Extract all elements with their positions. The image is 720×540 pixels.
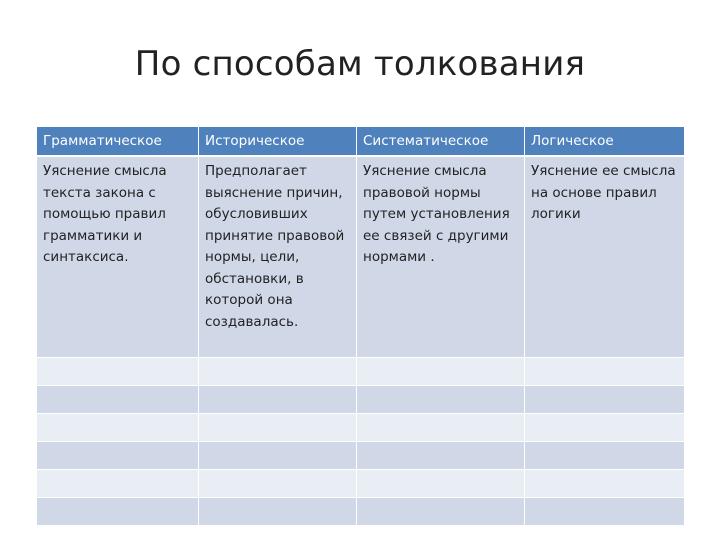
empty-cell (37, 414, 199, 442)
empty-cell (37, 358, 199, 386)
empty-cell (357, 498, 525, 526)
header-logical: Логическое (525, 127, 685, 157)
empty-cell (357, 358, 525, 386)
empty-cell (357, 386, 525, 414)
empty-table-row (37, 442, 685, 470)
cell-logical-description (525, 156, 685, 358)
empty-cell (199, 442, 357, 470)
cell-systematic-description (357, 156, 525, 358)
empty-cell (357, 442, 525, 470)
cell-text: Предполагает выяснение причин, обусловивших принятие правовой нормы, цели, обстановки, в которой она создавалась. (205, 163, 345, 330)
header-grammatical: Грамматическое (37, 127, 199, 157)
cell-text: Уяснение смысла текста закона с помощью правил грамматики и синтаксиса. (43, 163, 167, 265)
empty-table-row (37, 386, 685, 414)
empty-cell (37, 386, 199, 414)
empty-cell (37, 498, 199, 526)
empty-cell (525, 386, 685, 414)
cell-text: Уяснение ее смысла на основе правил логики (531, 163, 676, 222)
empty-cell (525, 498, 685, 526)
empty-table-row (37, 358, 685, 386)
empty-cell (199, 498, 357, 526)
cell-grammatical-description (37, 156, 199, 358)
empty-cell (525, 470, 685, 498)
cell-text: Уяснение смысла правовой нормы путем установления ее связей с другими нормами . (363, 163, 510, 265)
empty-cell (525, 414, 685, 442)
table-header-row (37, 127, 685, 157)
empty-cell (199, 358, 357, 386)
interpretation-table (36, 126, 685, 526)
empty-table-row (37, 498, 685, 526)
table-row (37, 156, 685, 358)
empty-cell (37, 470, 199, 498)
empty-cell (199, 414, 357, 442)
empty-table-row (37, 470, 685, 498)
empty-cell (525, 358, 685, 386)
empty-cell (357, 414, 525, 442)
empty-cell (199, 386, 357, 414)
header-historical: Историческое (199, 127, 357, 157)
empty-table-row (37, 414, 685, 442)
empty-cell (199, 470, 357, 498)
empty-cell (357, 470, 525, 498)
slide-title: По способам толкования (134, 44, 586, 84)
header-systematic: Систематическое (357, 127, 525, 157)
cell-historical-description (199, 156, 357, 358)
empty-cell (525, 442, 685, 470)
empty-cell (37, 442, 199, 470)
